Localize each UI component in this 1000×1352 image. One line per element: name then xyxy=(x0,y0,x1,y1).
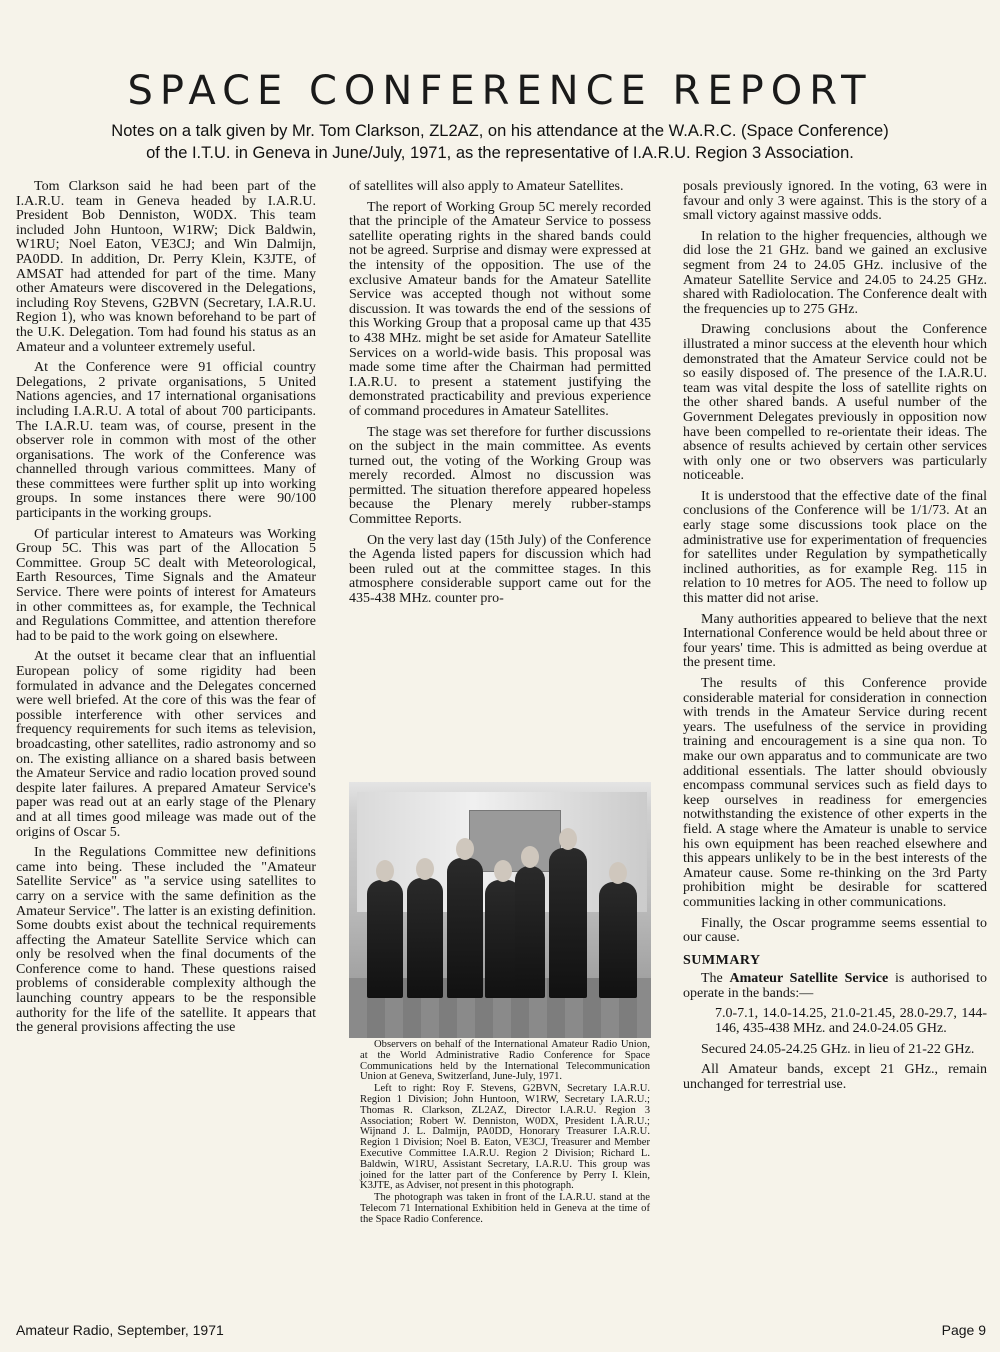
summary-bands: 7.0-7.1, 14.0-14.25, 21.0-21.45, 28.0-29.7, 144-146, 435-438 MHz. and 24.0-24.05 GHz. xyxy=(715,1006,987,1037)
subtitle-line-2: of the I.T.U. in Geneva in June/July, 1971, as the representative of I.A.R.U. Region 3 Association. xyxy=(146,144,854,162)
person-figure xyxy=(367,880,403,998)
group-photograph xyxy=(349,782,651,1038)
person-figure xyxy=(549,848,587,998)
paragraph: Of particular interest to Amateurs was Working Group 5C. This was part of the Allocation 5 Committee. Group 5C dealt with Meteorological, Earth Resources, Time Signals and the Amateur Service. There were points of interest for Amateurs in other committees as, for example, the Technical and Regulations Committee, and attention therefore had to be paid to the work going on elsewhere. xyxy=(16,526,316,644)
person-figure xyxy=(599,882,637,998)
paragraph: In the Regulations Committee new definitions came into being. These included the "Amateur Satellite Service" as "a service using satellites to carry on a service with the same definition as the Amateur Service". The latter is an existing definition. Some doubts exist about the technical requirements affecting the Amateur Satellite Service which can only be resolved when the final documents of the Conference come to hand. These questions raised problems of considerable complexity although the launching country appears to be the responsible authority for the life of the satellite. It appears that the general provisions affecting the use xyxy=(16,845,316,1036)
paragraph: At the outset it became clear that an influential European policy of some rigidity had been formulated in advance and the Delegates concerned were well briefed. At the core of this was the fear of possible interference with other services and frequency requirements for such items as television, broadcasting, other satellites, radio astronomy and so on. The existing alliance on a shared basis between the Amateur Service and radio location proved sound despite later failures. A prepared Amateur Service's paper was read out at an early stage of the Plenary and at all times good mileage was made out of the origins of Oscar 5. xyxy=(16,649,316,840)
summary-secured: Secured 24.05-24.25 GHz. in lieu of 21-22 GHz. xyxy=(701,1041,975,1057)
footer-page-number: Page 9 xyxy=(941,1322,986,1338)
article-title: SPACE CONFERENCE REPORT xyxy=(127,68,873,114)
column-3 xyxy=(683,180,987,1098)
paragraph: The results of this Conference provide considerable material for consideration in connection with trends in the Amateur Service during recent years. The usefulness of the service in providing training and encouragement is a sine qua non. To make our own apparatus and to communicate are two additional essentials. The latter should obviously encompass communal services such as field days to keep ourselves in readiness for emergencies notwithstanding the existence of other experts in the field. A stage where the Amateur is unable to service his own equipment has been reached elsewhere and this appears unlikely to be in the best interests of the Amateur cause. Some re-thinking on the 3rd Party prohibition might be desirable for scattered communities lacking in other communications. xyxy=(683,676,987,910)
paragraph: posals previously ignored. In the voting, 63 were in favour and only 3 were against. This is the story of a small victory against massive odds. xyxy=(683,179,987,224)
paragraph: of satellites will also apply to Amateur Satellites. xyxy=(349,179,624,194)
person-figure xyxy=(447,858,483,998)
paragraph: The report of Working Group 5C merely recorded that the principle of the Amateur Service to possess satellite operating rights in the shared bands could not be agreed. Surprise and dismay were expressed at the intensity of the opposition. The use of the exclusive Amateur bands for the Amateur Satellite Service was accepted though not without some discussion. It was towards the end of the sessions of this Working Group that a proposal came up that 435 to 438 MHz. might be set aside for Amateur Satellite Services on a world-wide basis. This proposal was made some time after the Chairman had permitted I.A.R.U. to present a statement justifying the demonstrated practicability and previous experience of command procedures in Amateur Satellites. xyxy=(349,199,651,419)
summary-intro: The Amateur Satellite Service is authorised to operate in the bands:— xyxy=(683,971,988,1001)
paragraph: Many authorities appeared to believe that the next International Conference would be held about three or four years' time. This is admitted as being overdue at the present time. xyxy=(683,611,987,671)
footer-publication: Amateur Radio, September, 1971 xyxy=(16,1322,224,1338)
subtitle-line-1: Notes on a talk given by Mr. Tom Clarkson, ZL2AZ, on his attendance at the W.A.R.C. (Space Conference) xyxy=(111,122,889,140)
paragraph: Finally, the Oscar programme seems essential to our cause. xyxy=(683,915,987,946)
stand-sign xyxy=(469,810,561,872)
paragraph: Tom Clarkson said he had been part of the I.A.R.U. team in Geneva headed by I.A.R.U. President Bob Denniston, W0DX. This team included John Huntoon, W1RW; Dick Baldwin, W1RU; Noel Eaton, VE3CJ; and Win Dalmijn, PA0DD. In addition, Dr. Perry Klein, K3JTE, of AMSAT had attended for part of the time. Many other Amateurs were discovered in the Delegations, including Roy Stevens, G2BVN (Secretary, I.A.R.U. Region 1), who was known beforehand to be part of the U.K. Delegation. Tom had found his status as an Amateur and a volunteer extremely useful. xyxy=(16,179,316,355)
caption-paragraph: The photograph was taken in front of the I.A.R.U. stand at the Telecom 71 International Exhibition held in Geneva at the time of the Space Radio Conference. xyxy=(360,1192,650,1225)
paragraph: At the Conference were 91 official country Delegations, 2 private organisations, 5 United Nations agencies, and 17 international organisations including I.A.R.U. A total of about 700 participants. The I.A.R.U. team was, of course, present in the observer role in common with most of the other organisations. The work of the Conference was channelled through various committees. Many of these committees were further split up into working groups. In some instances there were 90/100 participants in the working groups. xyxy=(16,360,316,522)
column-2 xyxy=(349,180,651,613)
paragraph: In relation to the higher frequencies, although we did lose the 21 GHz. band we gained an exclusive segment from 24 to 24.05 GHz. inclusive of the Amateur Satellite Service and 24.05 to 24.25 GHz. shared with Radiolocation. The Conference dealt with the frequencies up to 275 GHz. xyxy=(683,228,987,317)
caption-paragraph: Left to right: Roy F. Stevens, G2BVN, Secretary I.A.R.U. Region 1 Division; John Huntoon, W1RW, Secretary I.A.R.U.; Thomas R. Clarkson, ZL2AZ, Director I.A.R.U. Region 3 Association; Robert W. Denniston, W0DX, President I.A.R.U.; Wijnand J. L. Dalmijn, PA0DD, Honorary Treasurer I.A.R.U. Region 1 Division; Noel B. Eaton, VE3CJ, Treasurer and Member Executive Committee I.A.R.U. Region 2 Division; Richard L. Baldwin, W1RU, Assistant Secretary, I.A.R.U. This group was joined for the latter part of the Conference by Perry I. Klein, K3JTE, as Adviser, not present in this photograph. xyxy=(360,1083,650,1192)
summary-all-bands: All Amateur bands, except 21 GHz., remain unchanged for terrestrial use. xyxy=(683,1062,987,1092)
person-figure xyxy=(515,866,545,998)
paragraph: On the very last day (15th July) of the Conference the Agenda listed papers for discussion which had been ruled out at the committee stages. In this atmosphere considerable support came out for the 435-438 MHz. counter pro- xyxy=(349,532,651,607)
person-figure xyxy=(407,878,443,998)
summary-heading: SUMMARY xyxy=(683,952,761,968)
column-1 xyxy=(16,180,316,1042)
caption-paragraph: Observers on behalf of the International Amateur Radio Union, at the World Administrative Radio Conference for Space Communications held by the International Telecommunication Union at Geneva, Switzerland, June-July, 1971. xyxy=(360,1039,650,1083)
paragraph: The stage was set therefore for further discussions on the subject in the main committee. As events turned out, the voting of the Working Group was merely recorded. Almost no discussion was permitted. The situation therefore appeared hopeless because the Plenary merely rubber-stamps Committee Reports. xyxy=(349,424,651,528)
paragraph: It is understood that the effective date of the final conclusions of the Conference will be 1/1/73. At an early stage some discussions took place on the administrative use for experimentation of frequencies for satellites under Regulation by sympathetically inclined authorities, as for example Reg. 115 in relation to 10 metres for AO5. The need to follow up this matter did not arise. xyxy=(683,488,987,607)
article-subtitle xyxy=(14,120,986,164)
photo-caption xyxy=(360,1040,650,1227)
paragraph: Drawing conclusions about the Conference illustrated a minor success at the eleventh hour which demonstrated that the Amateur Service could not be so easily disposed of. The presence of the I.A.R.U. team was vital despite the loss of satellite rights on the other shared bands. A useful number of the Government Delegates previously in opposition now have been compelled to re-orientate their ideas. The absence of results achieved by certain other services with only one or two observers was particularly noticeable. xyxy=(683,322,987,484)
